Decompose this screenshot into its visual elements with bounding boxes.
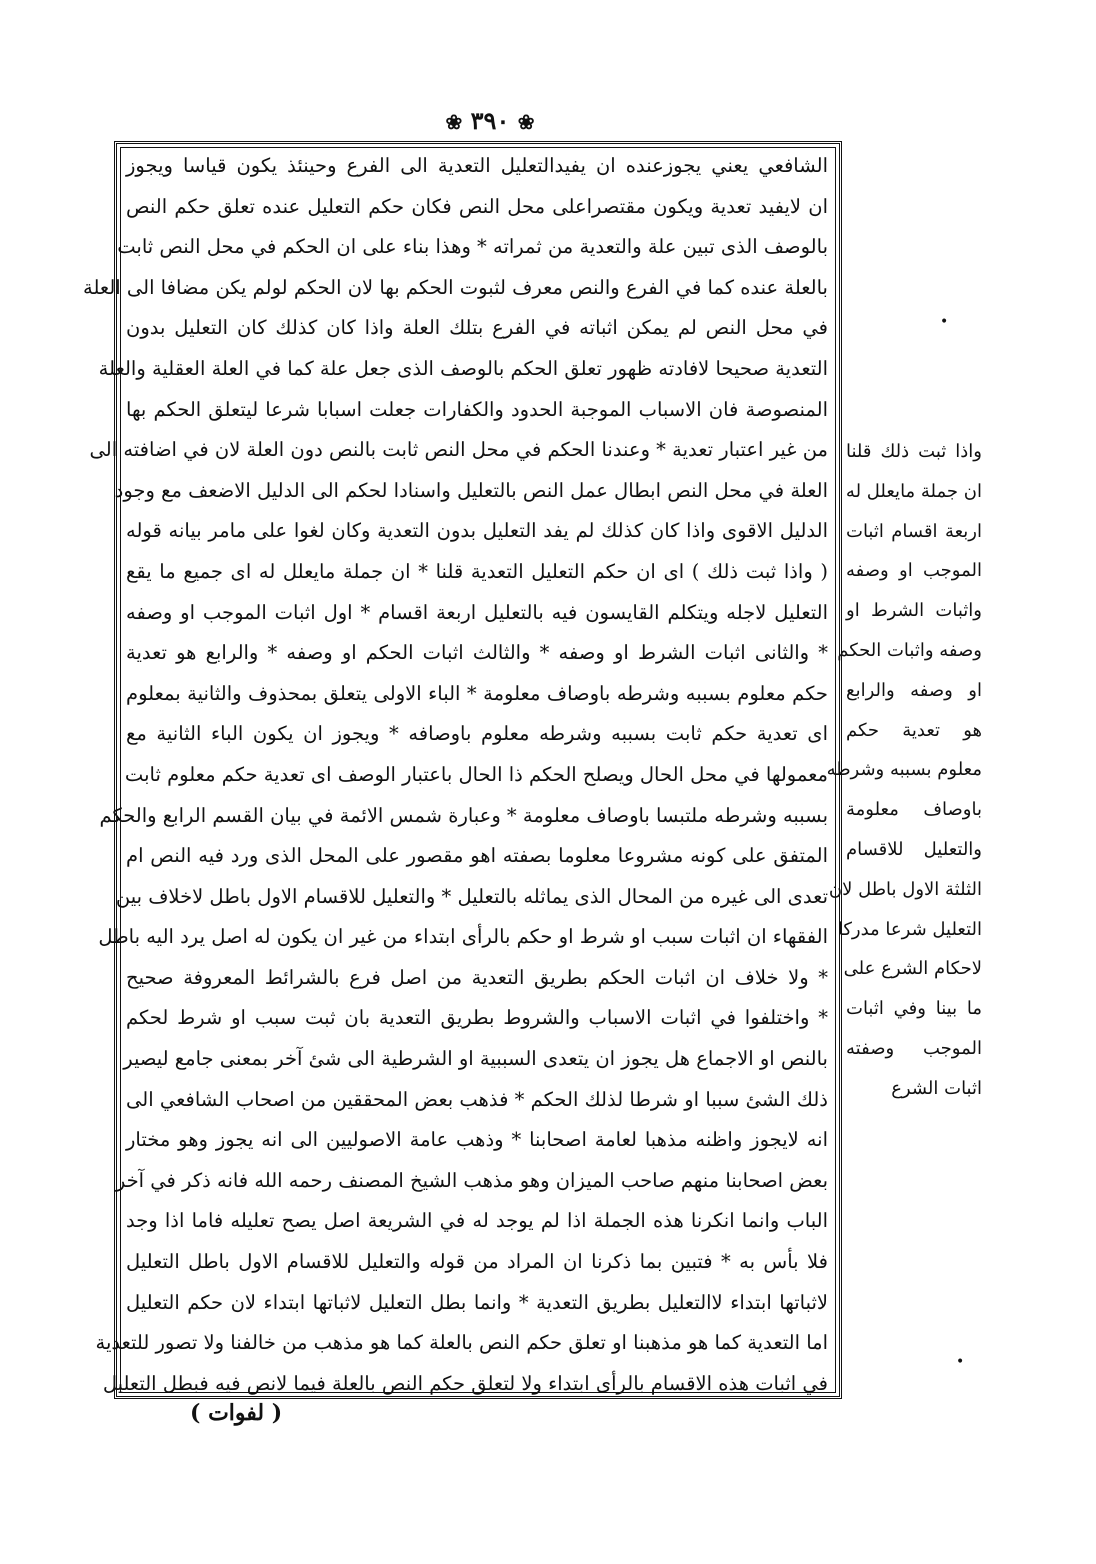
text-line: الفقهاء ان اثبات سبب او شرط او حكم بالرأى ابتداء من غير ان يكون له اصل يرد اليه باطل bbox=[98, 925, 828, 949]
text-line: انه لايجوز واظنه مذهبا لعامة اصحابنا * وذهب عامة الاصوليين الى انه يجوز وهو مختار bbox=[126, 1128, 828, 1152]
text-line: اما التعدية كما هو مذهبنا او تعلق حكم النص بالعلة كما هو مذهب من خالفنا ولا تصور للتعدية bbox=[95, 1331, 828, 1355]
margin-dot: • bbox=[956, 1354, 965, 1370]
text-line: المنصوصة فان الاسباب الموجبة الحدود والكفارات جعلت اسبابا شرعا ليتعلق الحكم بها bbox=[126, 397, 828, 421]
margin-line: الموجب او وصفه bbox=[846, 560, 982, 582]
text-line: * والثانى اثبات الشرط او وصفه * والثالث اثبات الحكم او وصفه * والرابع هو تعدية bbox=[126, 641, 828, 665]
margin-commentary bbox=[826, 432, 982, 1109]
text-line: * ولا خلاف ان اثبات الحكم بطريق التعدية من اصل فرع بالشرائط المعروفة صحيح bbox=[126, 965, 828, 989]
text-line: في اثبات هذه الاقسام بالرأى ابتداء ولا لتعلق حكم النص بالعلة فيما لانص فيه فبطل التعليل bbox=[102, 1371, 828, 1395]
margin-line: هو تعدية حكم bbox=[846, 719, 982, 741]
text-line: معمولها في محل الحال ويصلح الحكم ذا الحال باعتبار الوصف اى تعدية حكم معلوم ثابت bbox=[124, 762, 828, 786]
margin-line: اثبات الشرع bbox=[891, 1077, 982, 1099]
text-line: التعليل لاجله ويتكلم القايسون فيه بالتعليل اربعة اقسام * اول اثبات الموجب او وصفه bbox=[126, 600, 828, 624]
margin-line: او وصفه والرابع bbox=[846, 679, 982, 701]
margin-dot: • bbox=[940, 314, 949, 330]
page-number: ٣٩٠ bbox=[470, 106, 510, 135]
text-line: تعدى الى غيره من المحال الذى يماثله بالتعليل * والتعليل للاقسام الاول باطل لاخلاف بين bbox=[115, 884, 828, 908]
margin-line: ما بينا وفي اثبات bbox=[846, 998, 982, 1020]
main-text-block bbox=[83, 146, 832, 1404]
margin-line: ان جملة مايعلل له bbox=[845, 480, 982, 502]
text-line: بسببه وشرطه ملتبسا باوصاف معلومة * وعبارة شمس الائمة في بيان القسم الرابع والحكم bbox=[99, 803, 828, 827]
margin-line: الموجب وصفته bbox=[846, 1037, 982, 1059]
text-line: بعض اصحابنا منهم صاحب الميزان وهو مذهب الشيخ المصنف رحمه الله فانه ذكر في آخر bbox=[115, 1168, 828, 1192]
text-line: ذلك الشئ سببا او شرطا لذلك الحكم * فذهب بعض المحققين من اصحاب الشافعي الى bbox=[126, 1087, 828, 1111]
text-line: الباب وانما انكرنا هذه الجملة اذا لم يوجد له في الشريعة اصل يصح تعليله فاما اذا وجد bbox=[126, 1209, 828, 1233]
text-line: بالنص او الاجماع هل يجوز ان يتعدى السببية او الشرطية الى شئ آخر بمعنى جامع ليصير bbox=[123, 1047, 828, 1071]
text-line: بالوصف الذى تبين علة والتعدية من ثمراته * وهذا بناء على ان الحكم في محل النص ثابت bbox=[117, 235, 828, 259]
ornament-icon: ❀ bbox=[445, 110, 463, 134]
text-line: العلة في محل النص ابطال عمل النص بالتعليل واسنادا لحكم الى الدليل الاضعف مع وجود bbox=[114, 478, 828, 502]
text-line: الدليل الاقوى واذا كان كذلك لم يفد التعليل بدون التعدية وكان لغوا على مامر بيانه قوله bbox=[126, 519, 828, 543]
text-line: * واختلفوا في اثبات الاسباب والشروط بطريق التعدية بان ثبت سبب او شرط لحكم bbox=[126, 1006, 828, 1030]
margin-line: والتعليل للاقسام bbox=[846, 838, 982, 860]
catchword: ( لفوات ) bbox=[190, 1400, 283, 1426]
text-line: الشافعي يعني يجوزعنده ان يفيدالتعليل التعدية الى الفرع وحينئذ يكون قياسا ويجوز bbox=[126, 154, 828, 177]
text-line: من غير اعتبار تعدية * وعندنا الحكم في محل النص ثابت بالنص دون العلة لان في اضافته الى bbox=[89, 438, 828, 462]
text-line: ( واذا ثبت ذلك ) اى ان حكم التعليل التعدية قلنا * ان جملة مايعلل له اى جميع ما يقع bbox=[126, 559, 828, 583]
margin-line: اربعة اقسام اثبات bbox=[846, 520, 982, 542]
margin-line: وصفه واثبات الحكم bbox=[837, 639, 982, 661]
margin-line: باوصاف معلومة bbox=[846, 799, 982, 821]
margin-line: الثلثة الاول باطل لان bbox=[828, 878, 982, 900]
text-line: فلا بأس به * فتبين بما ذكرنا ان المراد من قوله والتعليل للاقسام الاول باطل التعليل bbox=[126, 1250, 828, 1274]
margin-line: لاحكام الشرع على bbox=[843, 958, 982, 980]
ornament-icon: ❀ bbox=[517, 110, 535, 134]
page-number-header bbox=[0, 106, 980, 135]
margin-line: واذا ثبت ذلك قلنا bbox=[846, 441, 982, 462]
text-line: حكم معلوم بسببه وشرطه باوصاف معلومة * الباء الاولى يتعلق بمحذوف والثانية بمعلوم bbox=[126, 681, 828, 705]
margin-line: التعليل شرعا مدركا bbox=[837, 918, 982, 940]
text-line: التعدية صحيحا لافادته ظهور تعلق الحكم بالوصف الذى جعل علة كما في العلة العقلية والعلة bbox=[98, 356, 828, 380]
text-line: في محل النص لم يمكن اثباته في الفرع بتلك العلة واذا كان كذلك كان التعليل بدون bbox=[126, 316, 828, 340]
text-line: لاثباتها ابتداء لاالتعليل بطريق التعدية * وانما بطل التعليل لاثباتها ابتداء لان حكم التعليل bbox=[126, 1290, 828, 1314]
text-line: بالعلة عنده كما في الفرع والنص معرف لثبوت الحكم بها لان الحكم لولم يكن مضافا الى العلة bbox=[83, 275, 828, 299]
text-line: المتفق على كونه مشروعا معلوما بصفته اهو مقصور على المحل الذى ورد فيه النص ام bbox=[126, 844, 828, 868]
text-line: ان لايفيد تعدية ويكون مقتصراعلى محل النص فكان حكم التعليل عنده تعلق حكم النص bbox=[126, 194, 828, 218]
margin-line: واثبات الشرط او bbox=[846, 600, 982, 622]
margin-line: معلوم بسببه وشرطه bbox=[826, 759, 982, 781]
text-line: اى تعدية حكم ثابت بسببه وشرطه معلوم باوصافه * ويجوز ان يكون الباء الثانية مع bbox=[126, 722, 828, 746]
